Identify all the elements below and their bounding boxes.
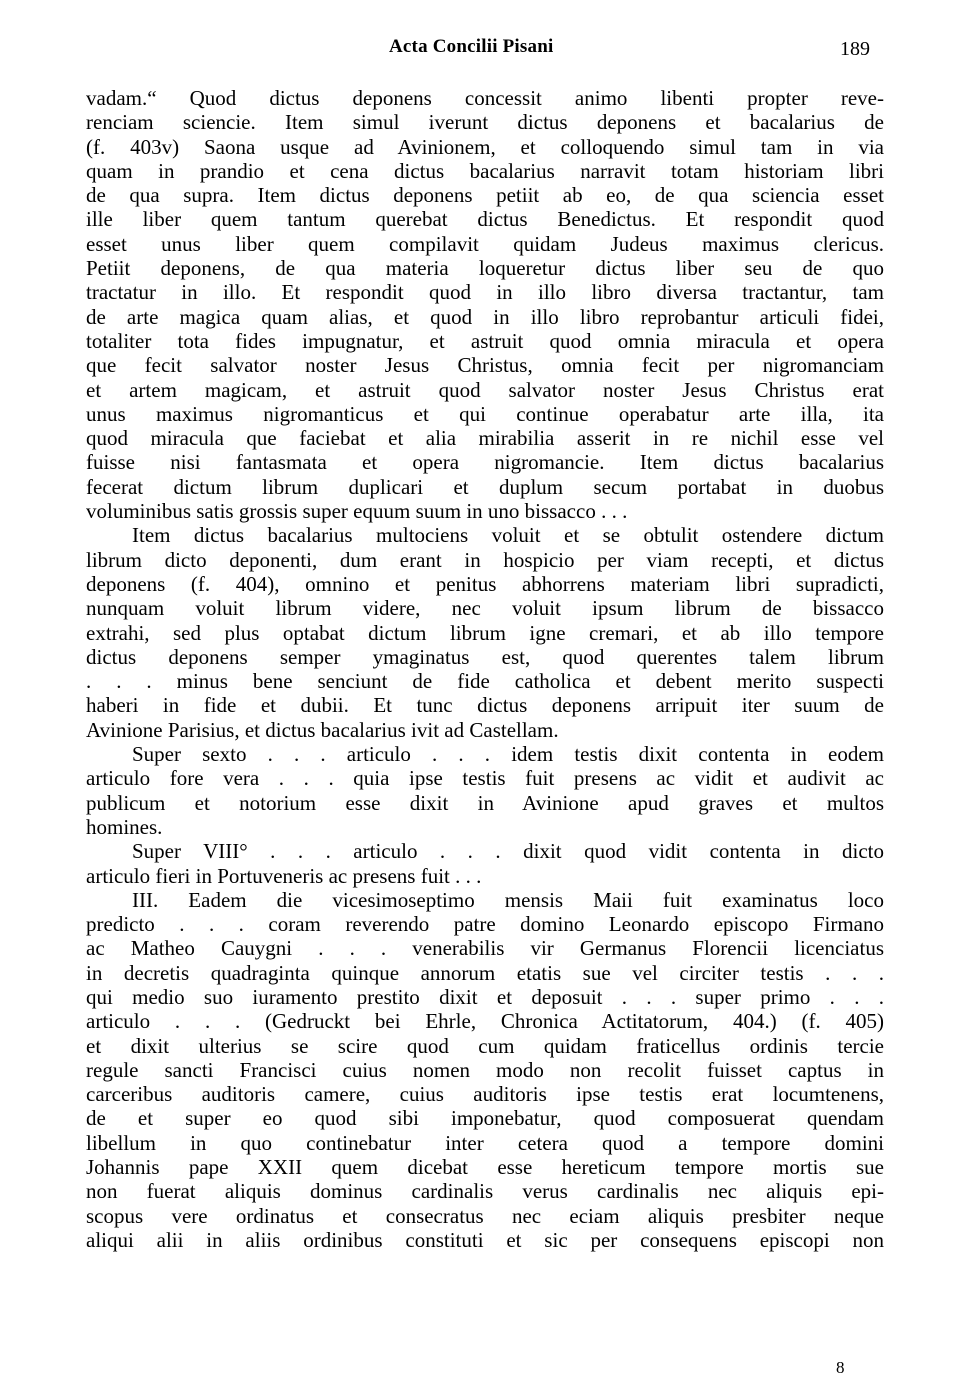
running-header — [0, 36, 960, 66]
text-line: totaliter tota fides impugnatur, et astruit quod omnia miracula et opera — [86, 328, 884, 353]
text-line: ille liber quem tantum querebat dictus Benedictus. Et respondit quod — [86, 207, 884, 232]
text-line: qui medio suo iuramento prestito dixit et deposuit . . . super primo . . . — [86, 984, 884, 1009]
text-line: haberi in fide et dubii. Et tunc dictus deponens arripuit iter suum de — [86, 693, 884, 718]
text-line: esset unus liber quem compilavit quidam Judeus maximus clericus. — [86, 231, 884, 256]
text-line: carceribus auditoris camere, cuius auditoris ipse testis erat locumtenens, — [86, 1082, 884, 1107]
text-line: renciam sciencie. Item simul iverunt dictus deponens et bacalarius de — [86, 110, 884, 135]
text-line: publicum et notorium esse dixit in Avinione apud graves et multos — [86, 790, 884, 815]
text-line: quam in prandio et cena dictus bacalarius narravit totam historiam libri — [86, 158, 884, 183]
text-line: III. Eadem die vicesimoseptimo mensis Maii fuit examinatus loco — [132, 887, 884, 912]
text-line: fecerat dictum librum duplicari et duplum secum portabat in duobus — [86, 474, 884, 499]
text-line: scopus vere ordinatus et consecratus nec eciam aliquis presbiter neque — [86, 1203, 884, 1228]
text-line: voluminibus satis grossis super equum suum in uno bissacco . . . — [86, 499, 628, 524]
text-line: Avinione Parisius, et dictus bacalarius ivit ad Castellam. — [86, 717, 559, 742]
text-line: tractatur in illo. Et respondit quod in illo libro diversa tractantur, tam — [86, 280, 884, 305]
text-line: de arte magica quam alias, et quod in illo libro reprobantur articuli fidei, — [86, 304, 884, 329]
text-line: et artem magicam, et astruit quod salvator noster Jesus Christus erat — [86, 377, 884, 402]
text-line: vadam.“ Quod dictus deponens concessit animo libenti propter reve- — [86, 86, 884, 110]
text-line: Johannis pape XXII quem dicebat esse hereticum tempore mortis sue — [86, 1155, 884, 1180]
text-line: unus maximus nigromanticus et qui continue operabatur arte illa, ita — [86, 401, 884, 426]
text-line: aliqui alii in aliis ordinibus constituti et sic per consequens episcopi non — [86, 1227, 884, 1252]
text-line: de qua supra. Item dictus deponens petiit ab eo, de qua sciencia esset — [86, 183, 884, 208]
text-line: articulo fore vera . . . quia ipse testis fuit presens ac vidit et audivit ac — [86, 766, 884, 791]
text-line: (f. 403v) Saona usque ad Avinionem, et colloquendo simul tam in via — [86, 134, 884, 159]
text-line: quod miracula que faciebat et alia mirabilia asserit in re nichil esse vel — [86, 426, 884, 451]
body-text — [86, 86, 884, 1252]
text-line: dictus deponens semper ymaginatus est, quod querentes talem librum — [86, 644, 884, 669]
text-line: Super VIII° . . . articulo . . . dixit quod vidit contenta in dicto — [132, 839, 884, 864]
text-line: articulo . . . (Gedruckt bei Ehrle, Chronica Actitatorum, 404.) (f. 405) — [86, 1009, 884, 1034]
text-line: in decretis quadraginta quinque annorum etatis sue vel circiter testis . . . — [86, 960, 884, 985]
text-line: homines. — [86, 814, 163, 839]
text-line: libellum in quo continebatur inter cetera quod a tempore domini — [86, 1130, 884, 1155]
text-line: regule sancti Francisci cuius nomen modo non recolit fuisset captus in — [86, 1057, 884, 1082]
text-line: . . . minus bene senciunt de fide catholica et debent merito suspecti — [86, 669, 884, 694]
text-line: predicto . . . coram reverendo patre domino Leonardo episcopo Firmano — [86, 912, 884, 937]
text-line: fuisse nisi fantasmata et opera nigromancie. Item dictus bacalarius — [86, 450, 884, 475]
text-line: ac Matheo Cauygni . . . venerabilis vir Germanus Florencii licenciatus — [86, 936, 884, 961]
text-line: que fecit salvator noster Jesus Christus, omnia fecit per nigromanciam — [86, 353, 884, 378]
running-title: Acta Concilii Pisani — [389, 36, 554, 57]
text-line: et dixit ulterius se scire quod cum quidam fraticellus ordinis tercie — [86, 1033, 884, 1058]
text-line: deponens (f. 404), omnino et penitus abhorrens materiam libri supradicti, — [86, 571, 884, 596]
text-line: non fuerat aliquis dominus cardinalis verus cardinalis nec aliquis epi- — [86, 1179, 884, 1204]
text-line: de et super eo quod sibi imponebatur, quod composuerat quendam — [86, 1106, 884, 1131]
text-line: articulo fieri in Portuveneris ac presens fuit . . . — [86, 863, 482, 888]
text-line: librum dicto deponenti, dum erant in hospicio per viam recepti, et dictus — [86, 547, 884, 572]
signature-mark: 8 — [836, 1358, 845, 1377]
page-number: 189 — [840, 38, 870, 60]
text-line: Item dictus bacalarius multociens voluit et se obtulit ostendere dictum — [132, 523, 884, 548]
text-line: extrahi, sed plus optabat dictum librum igne cremari, et ab illo tempore — [86, 620, 884, 645]
text-line: Super sexto . . . articulo . . . idem testis dixit contenta in eodem — [132, 742, 884, 767]
text-line: nunquam voluit librum videre, nec voluit ipsum librum de bissacco — [86, 596, 884, 621]
text-line: Petiit deponens, de qua materia loqueretur dictus liber seu de quo — [86, 256, 884, 281]
